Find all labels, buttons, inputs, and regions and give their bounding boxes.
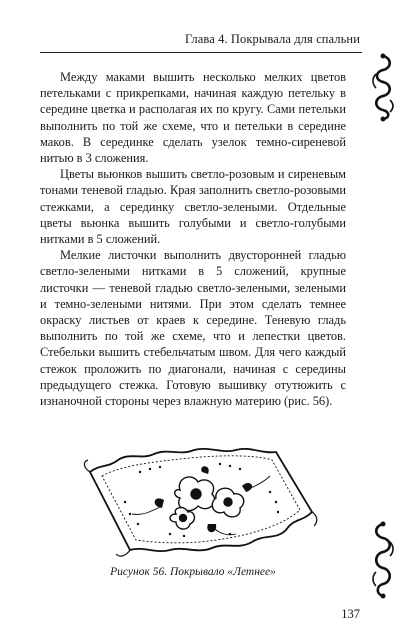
page-number: 137	[341, 607, 360, 621]
flourish-ornament-top	[370, 52, 396, 122]
poppy-motif	[170, 477, 244, 529]
body-text	[40, 69, 346, 409]
bedspread-illustration	[80, 442, 320, 562]
figure-caption: Рисунок 56. Покрывало «Летнее»	[110, 566, 276, 578]
paragraph: Между маками вышить несколько мелких цветов петельками с прикрепками, начиная каждую петельку в середине цветка и располагая их по кругу. Сами петельки выполнить по той же схеме, что и петельки в середине маков. В серединке сделать узелок темно-сиреневой нитью в 3 сложения.	[40, 70, 346, 166]
header-rule	[40, 52, 362, 53]
flourish-ornament-bottom	[370, 520, 396, 600]
paragraph: Мелкие листочки выполнить двусторонней гладью светло-зелеными нитками в 5 сложений, крупные листочки — теневой гладью светло-зелеными, зелеными и темно-зелеными нитями. При этом сделать темнее окраску листьев от краев к середине. Теневую гладь выполнить по той же схеме, что и лепестки цветов. Стебельки вышить стебельчатым швом. Для чего каждый стежок проложить по диагонали, начиная с середины предыдущего стежка. Готовую вышивку отутюжить с изнаночной стороны через влажную материю (рис. 56).	[40, 248, 346, 409]
running-header: Глава 4. Покрывала для спальни	[185, 32, 360, 46]
paragraph: Цветы вьюнков вышить светло-розовым и сиреневым тонами теневой гладью. Края заполнить светло-розовыми стежками, а серединку светло-зелеными. Отдельные цветы вьюнка вышить голубыми и светло-голубыми нитками в 5 сложений.	[40, 167, 346, 247]
